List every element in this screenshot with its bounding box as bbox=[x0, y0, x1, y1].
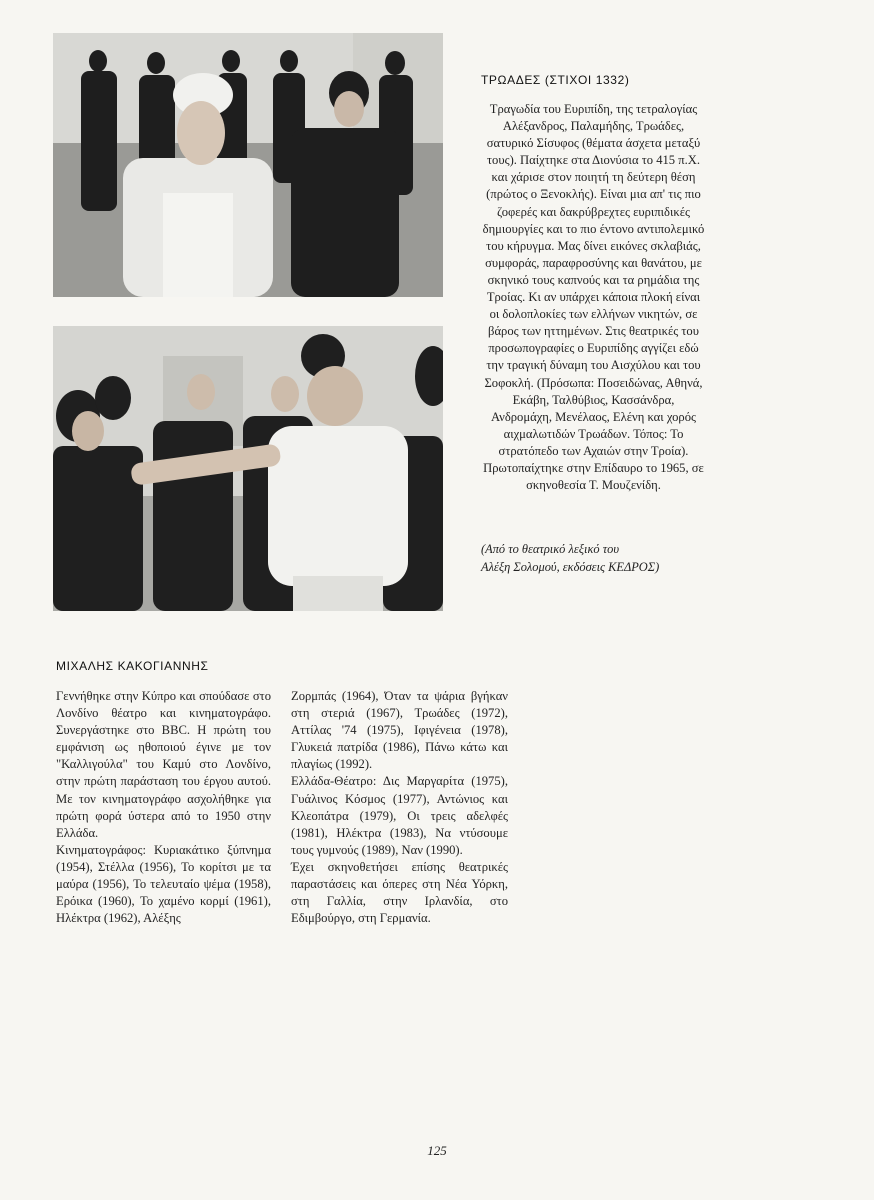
biography-theatre: Ελλάδα-Θέατρο: Δις Μαργαρίτα (1975), Γυάλινος Κόσμος (1977), Αντώνιος και Κλεοπάτρα (1979), Οι τρεις αδελφές (1981), Ηλέκτρα (1983), Να ντύσουμε τους γυμνούς (1989), Ναν (1990). bbox=[291, 774, 508, 857]
page-number: 125 bbox=[427, 1143, 447, 1158]
play-description bbox=[481, 101, 706, 494]
play-title: ΤΡΩΑΔΕΣ (ΣΤΙΧΟΙ 1332) bbox=[481, 73, 630, 87]
biography-column-1 bbox=[56, 688, 271, 927]
biography-paragraph: Γεννήθηκε στην Κύπρο και σπούδασε στο Λονδίνο θέατρο και κινηματογράφο. Συνεργάστηκε στο BBC. Η πρώτη του εμφάνιση ως ηθοποιού έγινε με τον "Καλλιγούλα" του Καμύ στο Λονδίνο, στην πρώτη παράσταση του έργου αυτού. Με τον κινηματογράφο ασχολήθηκε για πρώτη φορά ύστερα από το 1950 στην Ελλάδα. bbox=[56, 689, 271, 840]
rehearsal-photo-bottom bbox=[53, 326, 443, 611]
biography-international: Έχει σκηνοθετήσει επίσης θεατρικές παραστάσεις και όπερες στη Νέα Υόρκη, στη Γαλλία, στην Ιρλανδία, στο Εδιμβούργο, στη Γερμανία. bbox=[291, 859, 508, 926]
rehearsal-photo-top bbox=[53, 33, 443, 297]
source-line-1: (Από το θεατρικό λεξικό του bbox=[481, 542, 620, 556]
play-source-citation bbox=[481, 540, 706, 576]
biography-title: ΜΙΧΑΛΗΣ ΚΑΚΟΓΙΑΝΝΗΣ bbox=[56, 659, 209, 673]
play-description-text: Τραγωδία του Ευριπίδη, της τετραλογίας Αλέξανδρος, Παλαμήδης, Τρωάδες, σατυρικό Σίσυφος (θέματα άσχετα μεταξύ τους). Παίχτηκε στα Διονύσια το 415 π.Χ. και χάρισε στον ποιητή τη δεύτερη θέση (πρώτος ο Ξενοκλής). Είναι μια απ' τις πιο ζοφερές και δακρύβρεχτες ευριπιδικές δημιουργίες και το πιο έντονο αντιπολεμικό του κήρυγμα. Μας δίνει εικόνες σκλαβιάς, συμφοράς, παραφροσύνης και θανάτου, με σκηνικό τους καπνούς και τα ρημάδια της Τροίας. Κι αν υπάρχει κάποια πλοκή είναι οι δολοπλοκίες των ελλήνων νικητών, σε βάρος των ηττημένων. Στις θεατρικές του προσωπογραφίες ο Ευριπίδης αγγίζει εδώ την τραγική δύναμη του Αισχύλου και του Σοφοκλή. (Πρόσωπα: Ποσειδώνας, Αθηνά, Εκάβη, Ταλθύβιος, Κασσάνδρα, Ανδρομάχη, Μενέλαος, Ελένη και χορός αιχμαλωτιδών Τρωάδων. Τόπος: Το στρατόπεδο των Αχαιών στην Τροία). Πρωτοπαίχτηκε στην Επίδαυρο το 1965, σε σκηνοθεσία Τ. Μουζενίδη. bbox=[482, 102, 705, 493]
biography-column-2 bbox=[291, 688, 508, 927]
biography-filmography: Κινηματογράφος: Κυριακάτικο ξύπνημα (1954), Στέλλα (1956), Το κορίτσι με τα μαύρα (1956), Το τελευταίο ψέμα (1958), Ερόικα (1960), Το χαμένο κορμί (1961), Ηλέκτρα (1962), Αλέξης bbox=[56, 842, 271, 926]
biography-filmography-cont: Ζορμπάς (1964), Όταν τα ψάρια βγήκαν στη στεριά (1967), Τρωάδες (1972), Αττίλας '74 (1975), Ιφιγένεια (1978), Γλυκειά πατρίδα (1986), Πάνω κάτω και πλαγίως (1992). bbox=[291, 689, 508, 772]
source-line-2: Αλέξη Σολομού, εκδόσεις ΚΕΔΡΟΣ) bbox=[481, 560, 660, 574]
